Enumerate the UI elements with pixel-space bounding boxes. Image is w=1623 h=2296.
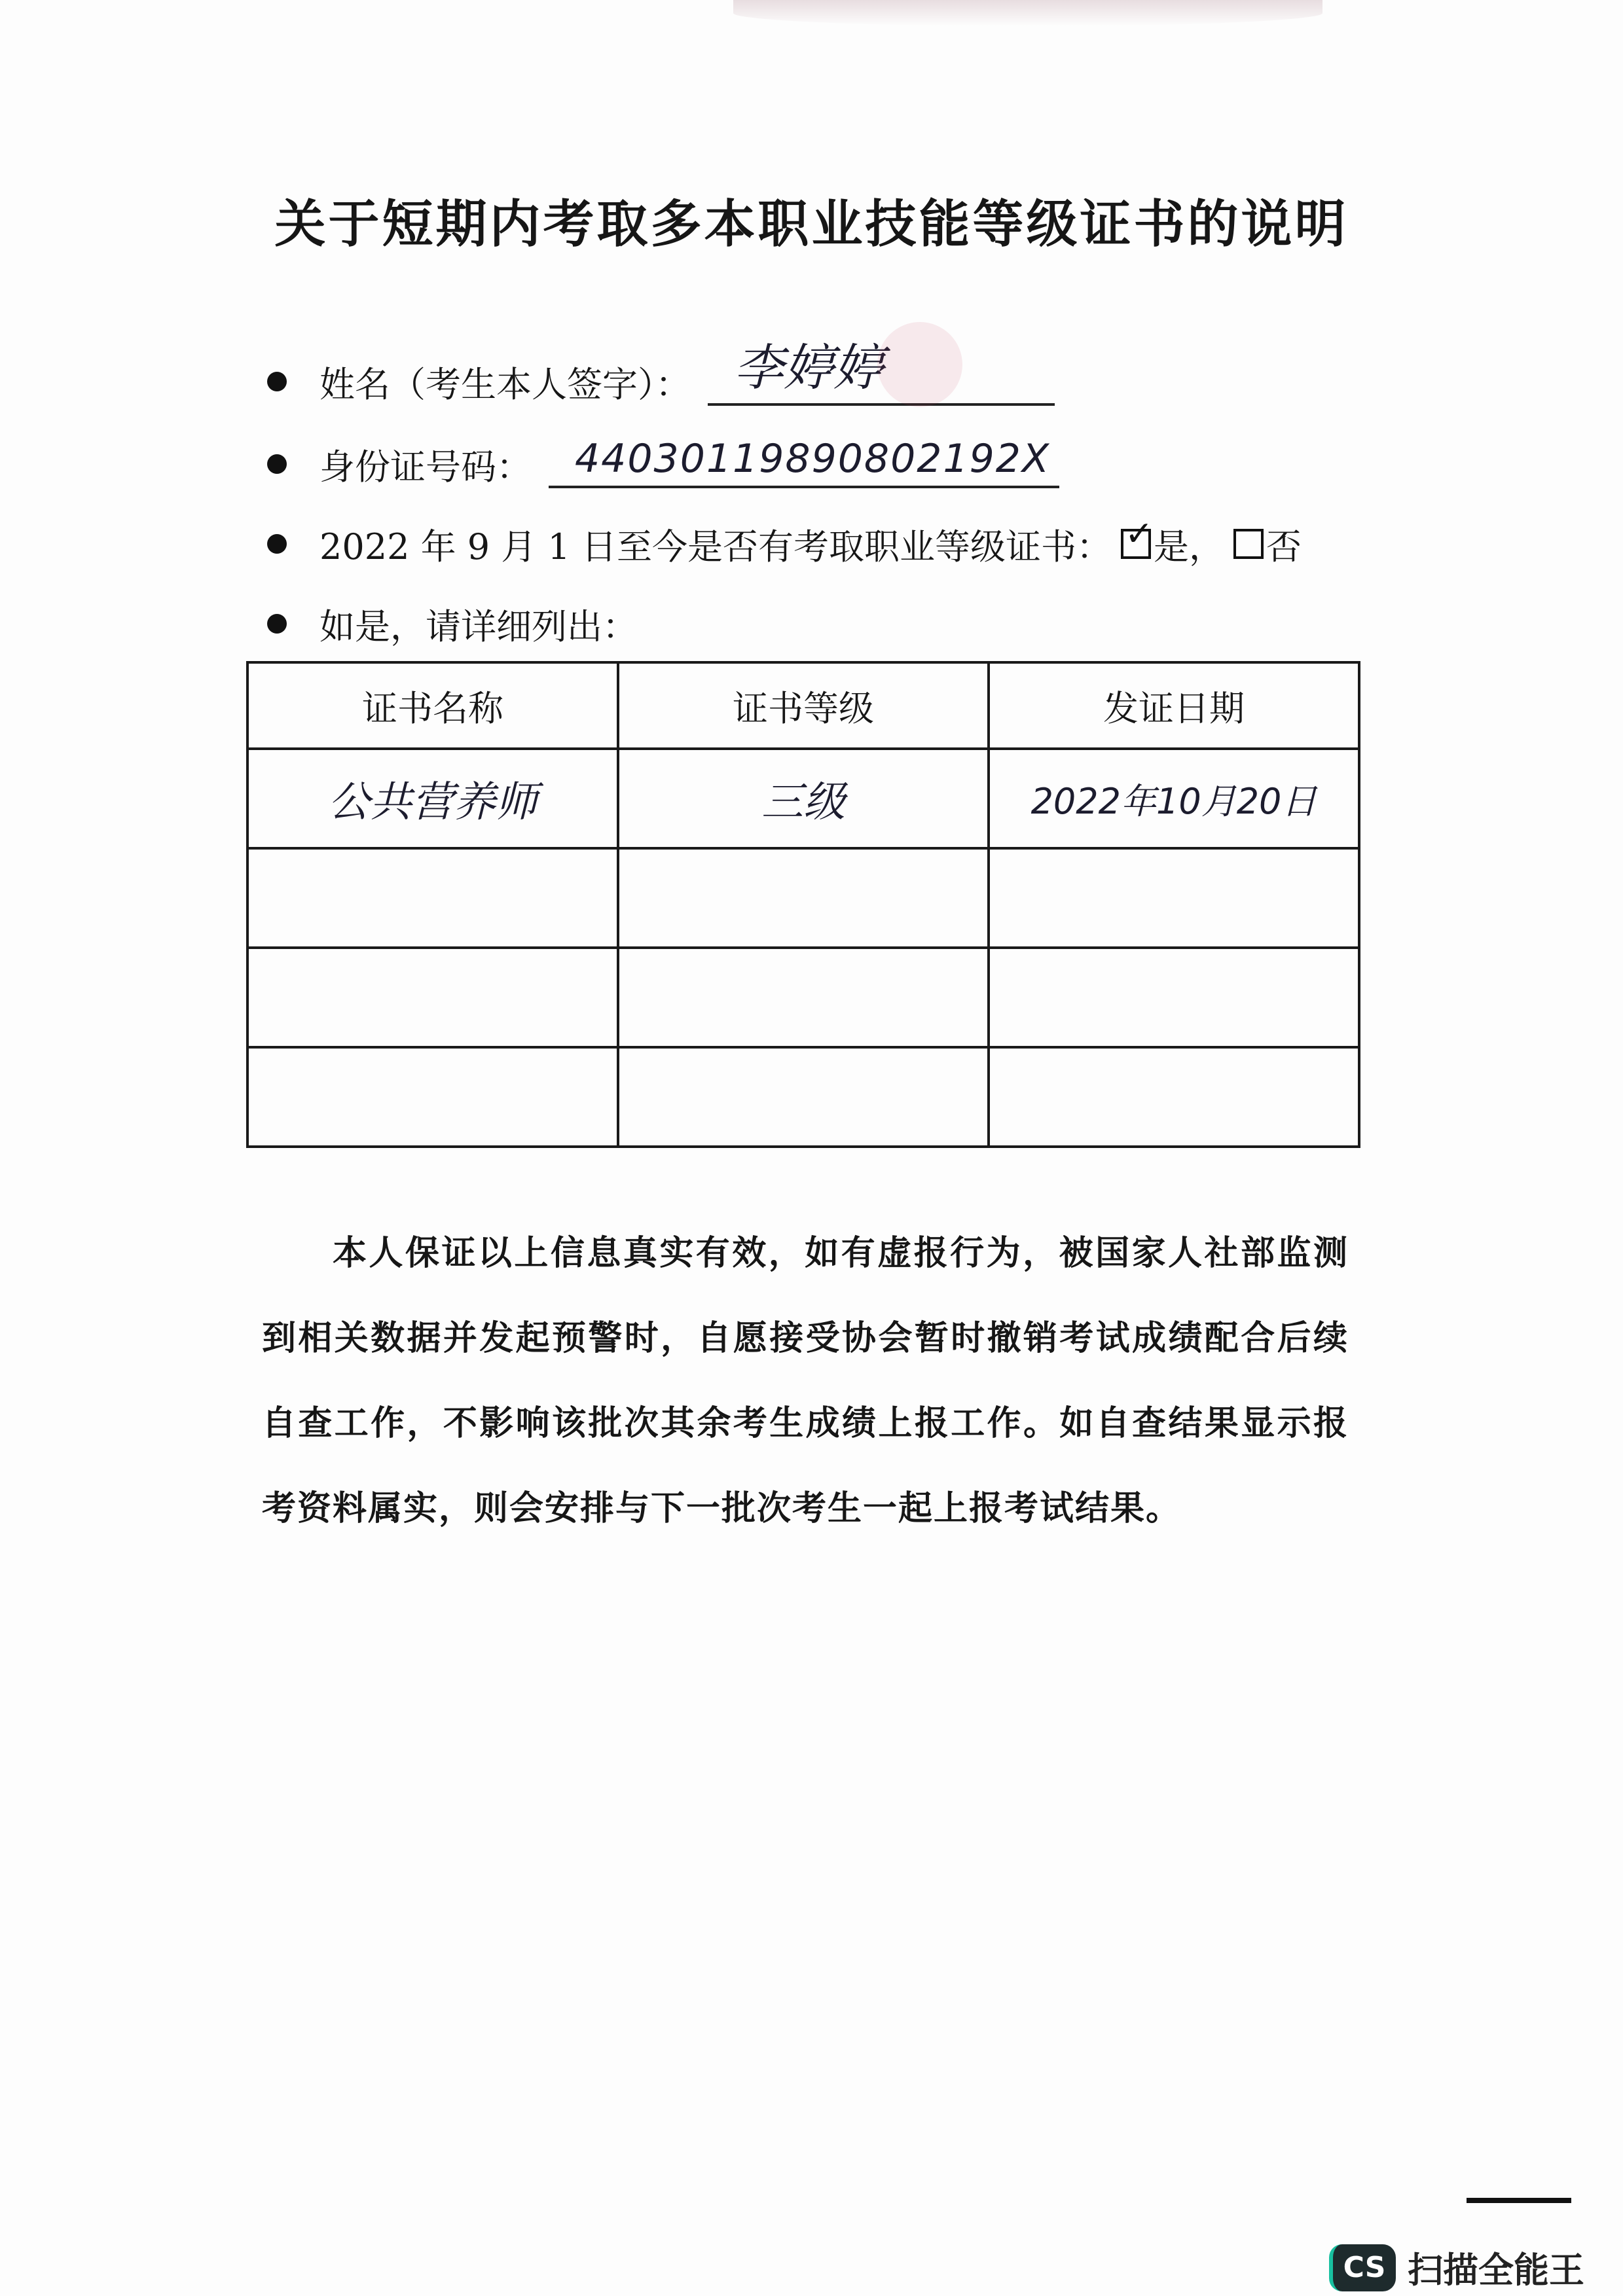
bullet-icon [267, 372, 287, 391]
cell-certificate-name[interactable] [247, 948, 618, 1047]
id-number-line[interactable] [549, 436, 1059, 488]
document-title: 关于短期内考取多本职业技能等级证书的说明 [274, 195, 1349, 254]
bullet-icon [267, 454, 287, 474]
id-row [267, 435, 1059, 493]
scan-smudge [733, 0, 1322, 26]
cell-issue-date[interactable] [989, 848, 1359, 948]
list-instruction-row [267, 594, 638, 653]
check-mark-icon: ✓ [1124, 514, 1154, 554]
list-instruction-label: 如是，请详细列出： [319, 605, 638, 647]
certificate-question-label: 2022 年 9 月 1 日至今是否有考取职业等级证书： [319, 526, 1112, 567]
camscanner-logo-icon: CS [1329, 2244, 1396, 2291]
cell-certificate-name[interactable] [247, 1047, 618, 1147]
id-label: 身份证号码： [319, 446, 532, 488]
no-checkbox[interactable] [1233, 529, 1264, 559]
id-number: 44030119890802192X [575, 436, 1051, 482]
cell-certificate-level[interactable] [618, 948, 989, 1047]
cell-certificate-name[interactable] [247, 848, 618, 948]
cell-certificate-level[interactable]: 三级 [618, 749, 989, 848]
header-issue-date: 发证日期 [989, 662, 1359, 749]
bullet-icon [267, 534, 287, 554]
name-label: 姓名（考生本人签字）： [319, 363, 691, 405]
header-certificate-level: 证书等级 [618, 662, 989, 749]
cell-issue-date[interactable]: 2022年10月20日 [989, 749, 1359, 848]
table-row [247, 848, 1359, 948]
scan-edge-mark [1467, 2198, 1571, 2203]
header-certificate-name: 证书名称 [247, 662, 618, 749]
yes-option-label: 是， [1153, 526, 1224, 567]
cell-issue-date[interactable] [989, 948, 1359, 1047]
declaration-paragraph: 本人保证以上信息真实有效，如有虚报行为，被国家人社部监测到相关数据并发起预警时，自愿接受协会暂时撤销考试成绩配合后续自查工作，不影响该批次其余考生成绩上报工作。如自查结果显示报考资料属实，则会安排与下一批次考生一起上报考试结果。 [262, 1234, 1349, 1528]
yes-checkbox[interactable] [1121, 514, 1154, 559]
table-header-row [247, 662, 1359, 749]
camscanner-app-name: 扫描全能王 [1408, 2250, 1584, 2291]
cell-issue-date[interactable] [989, 1047, 1359, 1147]
certificate-table [246, 661, 1360, 1148]
no-option-label: 否 [1266, 526, 1302, 567]
cell-certificate-level[interactable] [618, 1047, 989, 1147]
cell-certificate-name[interactable]: 公共营养师 [247, 749, 618, 848]
bullet-icon [267, 614, 287, 634]
table-row [247, 948, 1359, 1047]
camscanner-watermark [1329, 2242, 1584, 2293]
table-row [247, 749, 1359, 848]
signature: 李婷婷 [734, 338, 883, 397]
cell-certificate-level[interactable] [618, 848, 989, 948]
table-row [247, 1047, 1359, 1147]
red-seal-mark [877, 322, 962, 407]
certificate-question-row [267, 514, 1302, 573]
